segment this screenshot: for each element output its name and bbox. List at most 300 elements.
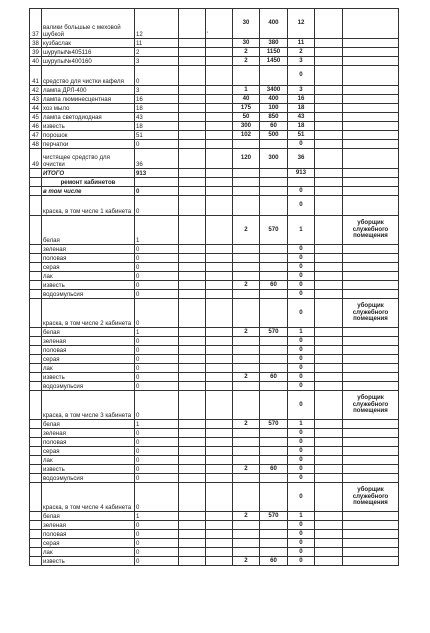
col-b [206, 512, 233, 521]
table-row [30, 447, 399, 456]
item-name: серая [42, 447, 135, 456]
row-number: 41 [30, 66, 42, 86]
responsible [343, 290, 399, 299]
col-a [179, 429, 206, 438]
quantity: 0 [135, 447, 179, 456]
quantity: 18 [135, 122, 179, 131]
col-d: 300 [260, 149, 288, 169]
col-blank [315, 456, 343, 465]
responsible [343, 521, 399, 530]
responsible: уборщик служебного помещения [343, 299, 399, 328]
row-number [30, 178, 42, 187]
col-e: 3 [288, 57, 315, 66]
item-name: известь [42, 281, 135, 290]
col-blank [315, 95, 343, 104]
col-blank [315, 9, 343, 39]
table-row [30, 263, 399, 272]
row-number [30, 328, 42, 337]
responsible [343, 131, 399, 140]
col-d: 400 [260, 95, 288, 104]
row-number [30, 169, 42, 178]
col-a [179, 557, 206, 566]
col-a [179, 290, 206, 299]
item-name: средство для чистки кафеля [42, 66, 135, 86]
col-a [179, 447, 206, 456]
table-row [30, 382, 399, 391]
col-e: 0 [288, 140, 315, 149]
table-row [30, 337, 399, 346]
quantity: 0 [135, 66, 179, 86]
col-c [233, 290, 260, 299]
item-name: известь [42, 557, 135, 566]
col-c: 2 [233, 557, 260, 566]
item-name: серая [42, 263, 135, 272]
col-blank [315, 465, 343, 474]
col-b [206, 140, 233, 149]
col-a [179, 86, 206, 95]
quantity: 0 [135, 245, 179, 254]
inventory-table [29, 8, 399, 566]
col-a [179, 281, 206, 290]
responsible [343, 196, 399, 216]
responsible [343, 447, 399, 456]
table-row [30, 373, 399, 382]
col-a [179, 364, 206, 373]
row-number [30, 474, 42, 483]
col-c: 2 [233, 328, 260, 337]
col-blank [315, 216, 343, 245]
col-blank [315, 346, 343, 355]
responsible: уборщик служебного помещения [343, 483, 399, 512]
col-c [233, 346, 260, 355]
col-c [233, 474, 260, 483]
table-row [30, 299, 399, 328]
col-e: 0 [288, 429, 315, 438]
col-e: 0 [288, 391, 315, 420]
responsible [343, 456, 399, 465]
col-e: 0 [288, 299, 315, 328]
row-number [30, 391, 42, 420]
col-a [179, 216, 206, 245]
table-row [30, 66, 399, 86]
col-e: 2 [288, 48, 315, 57]
col-e: 0 [288, 521, 315, 530]
quantity: 0 [135, 521, 179, 530]
col-c [233, 548, 260, 557]
row-number: 48 [30, 140, 42, 149]
table-row [30, 48, 399, 57]
col-a [179, 530, 206, 539]
item-name: лак [42, 364, 135, 373]
row-number [30, 456, 42, 465]
item-name: половая [42, 438, 135, 447]
col-a [179, 122, 206, 131]
quantity: 0 [135, 196, 179, 216]
col-blank [315, 281, 343, 290]
responsible [343, 187, 399, 196]
item-name: белая [42, 420, 135, 429]
col-b [206, 548, 233, 557]
responsible [343, 66, 399, 86]
col-b [206, 39, 233, 48]
col-blank [315, 512, 343, 521]
col-d: 850 [260, 113, 288, 122]
table-row [30, 104, 399, 113]
col-e: 43 [288, 113, 315, 122]
table-row [30, 86, 399, 95]
quantity: 11 [135, 39, 179, 48]
col-e: 11 [288, 39, 315, 48]
quantity: 3 [135, 57, 179, 66]
table-row [30, 169, 399, 178]
item-name: лак [42, 548, 135, 557]
responsible [343, 346, 399, 355]
table-row [30, 346, 399, 355]
item-name: ремонт кабинетов [42, 178, 135, 187]
col-blank [315, 86, 343, 95]
table-row [30, 149, 399, 169]
col-e: 0 [288, 483, 315, 512]
row-number [30, 548, 42, 557]
quantity: 0 [135, 373, 179, 382]
item-name: серая [42, 539, 135, 548]
col-d [260, 169, 288, 178]
row-number [30, 557, 42, 566]
col-e: 913 [288, 169, 315, 178]
item-name: белая [42, 512, 135, 521]
col-d: 60 [260, 281, 288, 290]
col-c [233, 391, 260, 420]
col-a [179, 456, 206, 465]
col-d [260, 447, 288, 456]
col-a [179, 474, 206, 483]
col-e: 0 [288, 474, 315, 483]
col-c: 50 [233, 113, 260, 122]
col-blank [315, 391, 343, 420]
item-name: порошок [42, 131, 135, 140]
row-number: 38 [30, 39, 42, 48]
table-row [30, 364, 399, 373]
table-row [30, 530, 399, 539]
col-d: 570 [260, 328, 288, 337]
col-c: 102 [233, 131, 260, 140]
responsible [343, 245, 399, 254]
col-d [260, 272, 288, 281]
table-row [30, 187, 399, 196]
table-row [30, 57, 399, 66]
item-name: лампа ДРЛ-400 [42, 86, 135, 95]
row-number: 47 [30, 131, 42, 140]
col-a [179, 299, 206, 328]
col-c [233, 521, 260, 530]
col-e: 0 [288, 337, 315, 346]
col-c: 2 [233, 216, 260, 245]
col-b [206, 245, 233, 254]
table-row [30, 178, 399, 187]
quantity: 18 [135, 104, 179, 113]
col-blank [315, 530, 343, 539]
col-b [206, 254, 233, 263]
row-number [30, 337, 42, 346]
col-blank [315, 245, 343, 254]
responsible: уборщик служебного помещения [343, 391, 399, 420]
table-row [30, 355, 399, 364]
row-number [30, 483, 42, 512]
col-c: 40 [233, 95, 260, 104]
row-number [30, 465, 42, 474]
row-number [30, 420, 42, 429]
col-c [233, 530, 260, 539]
responsible [343, 178, 399, 187]
col-b [206, 391, 233, 420]
col-e: 36 [288, 149, 315, 169]
col-d: 100 [260, 104, 288, 113]
item-name: зеленая [42, 521, 135, 530]
item-name: известь [42, 373, 135, 382]
col-b [206, 474, 233, 483]
col-a [179, 140, 206, 149]
col-e: 0 [288, 447, 315, 456]
quantity: 0 [135, 530, 179, 539]
responsible [343, 420, 399, 429]
col-d: 3400 [260, 86, 288, 95]
row-number: 40 [30, 57, 42, 66]
table-row [30, 245, 399, 254]
col-b [206, 86, 233, 95]
quantity: 0 [135, 429, 179, 438]
table-row [30, 9, 399, 39]
col-a [179, 245, 206, 254]
quantity: 1 [135, 512, 179, 521]
col-d [260, 263, 288, 272]
col-d [260, 299, 288, 328]
col-a [179, 95, 206, 104]
responsible [343, 364, 399, 373]
col-blank [315, 149, 343, 169]
col-b [206, 539, 233, 548]
col-c [233, 539, 260, 548]
col-e: 1 [288, 512, 315, 521]
row-number [30, 196, 42, 216]
col-a [179, 438, 206, 447]
row-number [30, 272, 42, 281]
responsible [343, 39, 399, 48]
quantity: 51 [135, 131, 179, 140]
col-d [260, 530, 288, 539]
col-d [260, 178, 288, 187]
col-d [260, 245, 288, 254]
col-b [206, 429, 233, 438]
row-number: 42 [30, 86, 42, 95]
col-c [233, 382, 260, 391]
col-c [233, 299, 260, 328]
col-c: 1 [233, 86, 260, 95]
responsible [343, 113, 399, 122]
quantity: 0 [135, 557, 179, 566]
quantity: 0 [135, 438, 179, 447]
item-name: краска, в том числе 3 кабинета [42, 391, 135, 420]
quantity: 0 [135, 290, 179, 299]
responsible [343, 149, 399, 169]
col-d [260, 355, 288, 364]
table-row [30, 456, 399, 465]
col-a [179, 346, 206, 355]
col-c: 120 [233, 149, 260, 169]
col-a [179, 539, 206, 548]
item-name: водоэмульсия [42, 474, 135, 483]
col-e: 0 [288, 364, 315, 373]
col-blank [315, 382, 343, 391]
col-c [233, 263, 260, 272]
item-name: перчатки [42, 140, 135, 149]
table-row [30, 272, 399, 281]
col-blank [315, 272, 343, 281]
table-row [30, 548, 399, 557]
quantity: 913 [135, 169, 179, 178]
col-c [233, 447, 260, 456]
col-c [233, 337, 260, 346]
responsible [343, 140, 399, 149]
col-c [233, 456, 260, 465]
col-c [233, 438, 260, 447]
item-name: краска, в том числе 1 кабинета [42, 196, 135, 216]
col-d [260, 140, 288, 149]
col-blank [315, 254, 343, 263]
col-a [179, 254, 206, 263]
col-e: 51 [288, 131, 315, 140]
col-blank [315, 521, 343, 530]
col-a [179, 66, 206, 86]
col-d [260, 290, 288, 299]
col-e: 0 [288, 438, 315, 447]
col-b [206, 355, 233, 364]
col-d: 60 [260, 557, 288, 566]
col-b [206, 149, 233, 169]
col-c [233, 196, 260, 216]
row-number [30, 245, 42, 254]
col-b [206, 48, 233, 57]
row-number: 44 [30, 104, 42, 113]
table-row [30, 196, 399, 216]
responsible [343, 86, 399, 95]
col-a [179, 521, 206, 530]
row-number [30, 438, 42, 447]
col-blank [315, 122, 343, 131]
item-name: лак [42, 456, 135, 465]
responsible [343, 57, 399, 66]
col-c: 2 [233, 465, 260, 474]
col-b [206, 104, 233, 113]
col-blank [315, 483, 343, 512]
col-d [260, 187, 288, 196]
responsible [343, 263, 399, 272]
responsible [343, 373, 399, 382]
col-d [260, 474, 288, 483]
row-number [30, 299, 42, 328]
col-blank [315, 447, 343, 456]
responsible [343, 438, 399, 447]
col-e: 0 [288, 254, 315, 263]
item-name: в том числе [42, 187, 135, 196]
col-e: 0 [288, 346, 315, 355]
responsible [343, 382, 399, 391]
responsible [343, 272, 399, 281]
col-a [179, 483, 206, 512]
row-number [30, 355, 42, 364]
table-row [30, 391, 399, 420]
item-name: кузбаслак [42, 39, 135, 48]
col-blank [315, 57, 343, 66]
row-number [30, 187, 42, 196]
item-name: известь [42, 122, 135, 131]
col-b [206, 456, 233, 465]
quantity: 0 [135, 272, 179, 281]
table-row [30, 521, 399, 530]
col-e: 18 [288, 122, 315, 131]
table-row [30, 474, 399, 483]
col-a [179, 548, 206, 557]
col-e: 0 [288, 245, 315, 254]
col-a [179, 187, 206, 196]
col-b [206, 187, 233, 196]
col-d: 60 [260, 373, 288, 382]
quantity: 0 [135, 337, 179, 346]
col-b [206, 178, 233, 187]
quantity: 16 [135, 95, 179, 104]
col-d: 1450 [260, 57, 288, 66]
col-b [206, 337, 233, 346]
col-b [206, 465, 233, 474]
responsible [343, 48, 399, 57]
col-d: 500 [260, 131, 288, 140]
responsible [343, 355, 399, 364]
col-e [288, 178, 315, 187]
table-row [30, 254, 399, 263]
item-name: зеленая [42, 337, 135, 346]
col-e: 18 [288, 104, 315, 113]
col-c: 2 [233, 57, 260, 66]
col-blank [315, 290, 343, 299]
col-a [179, 420, 206, 429]
responsible [343, 539, 399, 548]
col-a [179, 149, 206, 169]
col-a [179, 104, 206, 113]
col-b [206, 557, 233, 566]
quantity: 2 [135, 48, 179, 57]
col-b [206, 438, 233, 447]
quantity: 12 [135, 9, 179, 39]
col-a [179, 57, 206, 66]
table-row [30, 281, 399, 290]
col-d [260, 429, 288, 438]
col-c [233, 355, 260, 364]
col-b [206, 196, 233, 216]
item-name: белая [42, 328, 135, 337]
col-e: 0 [288, 557, 315, 566]
col-blank [315, 113, 343, 122]
item-name: шурупы№400160 [42, 57, 135, 66]
col-b [206, 169, 233, 178]
col-b [206, 263, 233, 272]
col-c [233, 140, 260, 149]
responsible [343, 548, 399, 557]
quantity: 43 [135, 113, 179, 122]
col-e: 0 [288, 355, 315, 364]
table-row [30, 122, 399, 131]
responsible [343, 254, 399, 263]
quantity: 0 [135, 382, 179, 391]
col-a [179, 48, 206, 57]
